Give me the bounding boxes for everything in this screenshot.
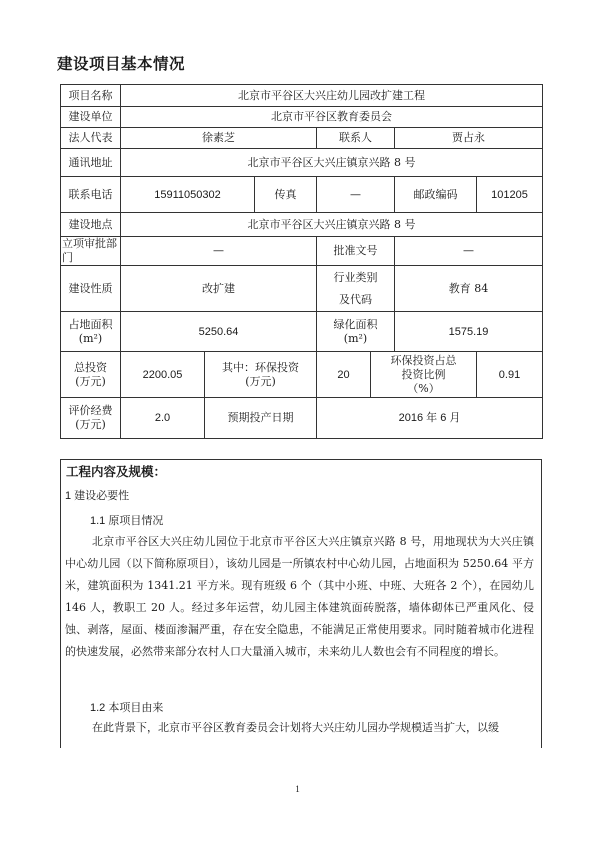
paragraph-original-project: 北京市平谷区大兴庄幼儿园位于北京市平谷区大兴庄镇京兴路 8 号，用地现状为大兴庄镇中心幼儿园（以下简称原项目），该幼儿园是一所镇农村中心幼儿园，占地面积为 5250.64 平方米，建筑面积为 1341.21 平方米。现有班级 6 个（其中小班、中班、大班各 2 个），在园幼儿 146 人，教职工 20 人。经过多年运营，幼儿园主体建筑面砖脱落，墙体砌体已严重风化、侵蚀、剥落，屋面、楼面渗漏严重，存在安全隐患，不能满足正常使用要求。同时随着城市化进程的快速发展，必然带来部分农村人口大量涌入城市，未来幼儿人数也会有不同程度的增长。 bbox=[65, 535, 534, 658]
site-label: 建设地点 bbox=[61, 213, 121, 237]
phone-value: 15911050302 bbox=[121, 177, 255, 213]
fax-label: 传真 bbox=[255, 177, 317, 213]
area-label: 占地面积 (m²) bbox=[61, 312, 121, 352]
green-label: 绿化面积 (m²) bbox=[317, 312, 395, 352]
industry-value: 教育 84 bbox=[395, 266, 543, 312]
address-value: 北京市平谷区大兴庄镇京兴路 8 号 bbox=[121, 149, 543, 177]
nature-value: 改扩建 bbox=[121, 266, 317, 312]
fax-value: — bbox=[317, 177, 395, 213]
basic-info-table bbox=[60, 84, 543, 439]
industry-label: 行业类别 及代码 bbox=[317, 266, 395, 312]
env-invest-value: 20 bbox=[317, 352, 371, 398]
project-name-label: 项目名称 bbox=[61, 85, 121, 107]
section-heading-1-2: 1.2 本项目由来 bbox=[90, 702, 164, 714]
unit-value: 北京市平谷区教育委员会 bbox=[121, 107, 543, 128]
contact-value: 贾占永 bbox=[395, 128, 543, 149]
section-heading-1-1: 1.1 原项目情况 bbox=[90, 515, 164, 527]
area-value: 5250.64 bbox=[121, 312, 317, 352]
paragraph-project-origin: 在此背景下，北京市平谷区教育委员会计划将大兴庄幼儿园办学规模适当扩大，以缓 bbox=[92, 721, 499, 734]
project-name-value: 北京市平谷区大兴庄幼儿园改扩建工程 bbox=[121, 85, 543, 107]
approval-no-value: — bbox=[395, 237, 543, 266]
date-value: 2016 年 6 月 bbox=[317, 398, 543, 439]
ratio-label: 环保投资占总 投资比例 （%） bbox=[371, 352, 477, 398]
legal-rep-value: 徐素芝 bbox=[121, 128, 317, 149]
approval-no-label: 批准文号 bbox=[317, 237, 395, 266]
postcode-label: 邮政编码 bbox=[395, 177, 477, 213]
env-invest-label: 其中：环保投资 (万元) bbox=[205, 352, 317, 398]
site-value: 北京市平谷区大兴庄镇京兴路 8 号 bbox=[121, 213, 543, 237]
address-label: 通讯地址 bbox=[61, 149, 121, 177]
legal-rep-label: 法人代表 bbox=[61, 128, 121, 149]
contact-label: 联系人 bbox=[317, 128, 395, 149]
content-title: 工程内容及规模： bbox=[66, 464, 167, 479]
green-value: 1575.19 bbox=[395, 312, 543, 352]
approval-dept-value: — bbox=[121, 237, 317, 266]
page-title: 建设项目基本情况 bbox=[57, 54, 186, 73]
page-number: 1 bbox=[295, 784, 300, 794]
section-heading-1: 1 建设必要性 bbox=[65, 490, 130, 502]
invest-label: 总投资 (万元) bbox=[61, 352, 121, 398]
unit-label: 建设单位 bbox=[61, 107, 121, 128]
phone-label: 联系电话 bbox=[61, 177, 121, 213]
approval-dept-label: 立项审批部门 bbox=[61, 237, 121, 266]
fee-label: 评价经费 (万元) bbox=[61, 398, 121, 439]
invest-value: 2200.05 bbox=[121, 352, 205, 398]
fee-value: 2.0 bbox=[121, 398, 205, 439]
date-label: 预期投产日期 bbox=[205, 398, 317, 439]
ratio-value: 0.91 bbox=[477, 352, 543, 398]
postcode-value: 101205 bbox=[477, 177, 543, 213]
project-content-section bbox=[60, 459, 542, 748]
nature-label: 建设性质 bbox=[61, 266, 121, 312]
